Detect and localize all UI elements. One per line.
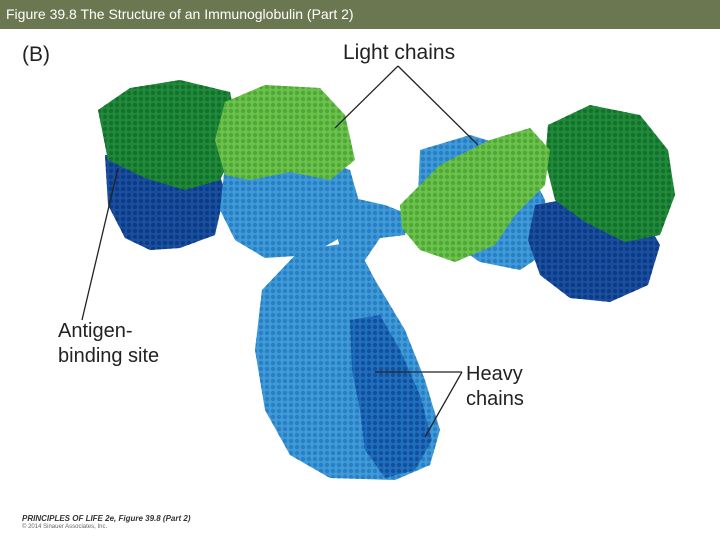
heavy-label-line2: chains — [466, 388, 524, 410]
antigen-label-line1: Antigen- — [58, 320, 133, 342]
antigen-binding-site-label — [58, 319, 159, 369]
antigen-label-line2: binding site — [58, 345, 160, 367]
heavy-label-line1: Heavy — [466, 363, 523, 385]
figure-credit — [22, 514, 190, 530]
panel-label: (B) — [22, 43, 50, 66]
antigen-leader — [82, 168, 118, 320]
credit-copyright: © 2014 Sinauer Associates, Inc. — [22, 524, 108, 530]
credit-title: PRINCIPLES OF LIFE 2e, Figure 39.8 (Part 2) — [22, 514, 191, 523]
figure-title: Figure 39.8 The Structure of an Immunoglobulin (Part 2) — [6, 6, 354, 22]
light-chain-leader-2 — [398, 66, 478, 145]
left-light-light — [215, 85, 355, 180]
heavy-chains-label — [466, 362, 524, 412]
light-chains-label: Light chains — [343, 41, 456, 64]
light-chain-leader-1 — [335, 66, 398, 128]
